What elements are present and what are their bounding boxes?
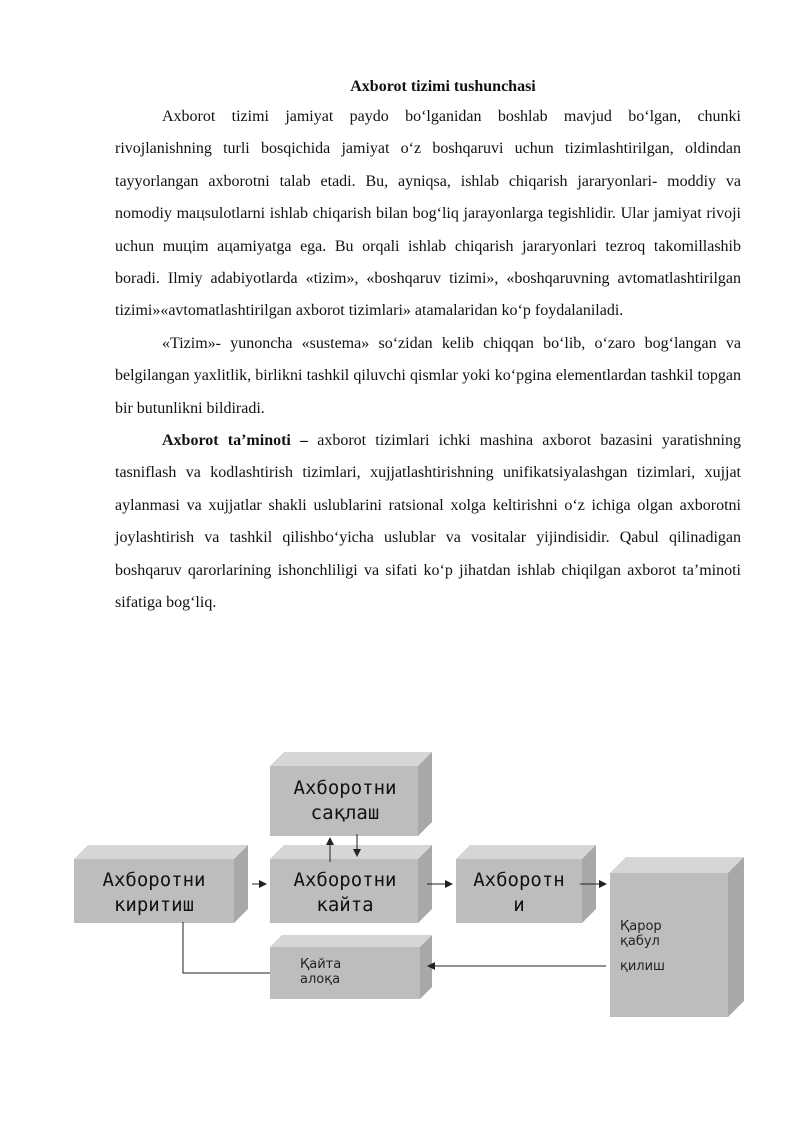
document-title: Axborot tizimi tushunchasi (350, 78, 536, 95)
box-process-label: Ахборотни кайта (293, 869, 397, 916)
box-input-label: Ахборотни киритиш (102, 869, 206, 916)
paragraph-1: Axborot tizimi jamiyat paydo boʻlganidan boshlab mavjud boʻlgan, chunki rivojlanishning turli bosqichida jamiyat oʻz boshqaruvi uchun tizimlashtirilgan, oldindan tayyorlangan axborotni talab etadi. Bu, ayniqsa, ishlab chiqarish jararyonlari- moddiy va nomodiy maцsulotlarni ishlab chiqarish bilan bogʻliq jarayonlarga tegishlidir. Ular jamiyat rivoji uchun muцim aцamiyatga ega. Bu orqali ishlab chiqarish jararyonlari tezroq takomillashib boradi. Ilmiy adabiyotlarda «tizim», «boshqaruv tizimi», «boshqaruvning avtomatlashtirilgan tizimi»«avtomatlashtirilgan axborot tizimlari» atamalaridan koʻp foydalaniladi. (115, 108, 741, 320)
paragraph-3-text: axborot tizimlari ichki mashina axborot bazasini yaratishning tasniflash va kodlashtirish tizimlari, xujjatlashtirishning unifikatsiyalashgan tizimlari, xujjat aylanmasi va xujjatlar shakli uslublarini ratsional xolga keltirishni oʻz ichiga olgan axborotni joylashtirish va tashkil qilishboʻyicha uslublar va vositalar yijindisidir. Qabul qilinadigan boshqaruv qarorlarining ishonchliligi va sifati koʻp jihatdan ishlab chiqilgan axborot ta’minoti sifatiga bogʻliq. (115, 432, 742, 612)
line-feedback-to-input (183, 922, 270, 973)
box-store-label: Ахборотни сақлаш (293, 777, 397, 824)
box-decision-label-1: Қарор қабул (620, 919, 662, 949)
box-output-label: Ахборотн и (473, 869, 565, 916)
paragraph-2: «Tizim»- yunoncha «sustema» soʻzidan kelib chiqqan boʻlib, oʻzaro bogʻlangan va belgilangan yaxlitlik, birlikni tashkil qiluvchi qismlar yoki koʻpgina elementlardan tashkil topgan bir butunlikni bildiradi. (115, 334, 741, 417)
box-feedback-label: Қайта алоқа (300, 957, 342, 987)
box-decision-label-2: қилиш (620, 959, 665, 974)
term-bold: Axborot ta’minoti – (162, 432, 309, 450)
